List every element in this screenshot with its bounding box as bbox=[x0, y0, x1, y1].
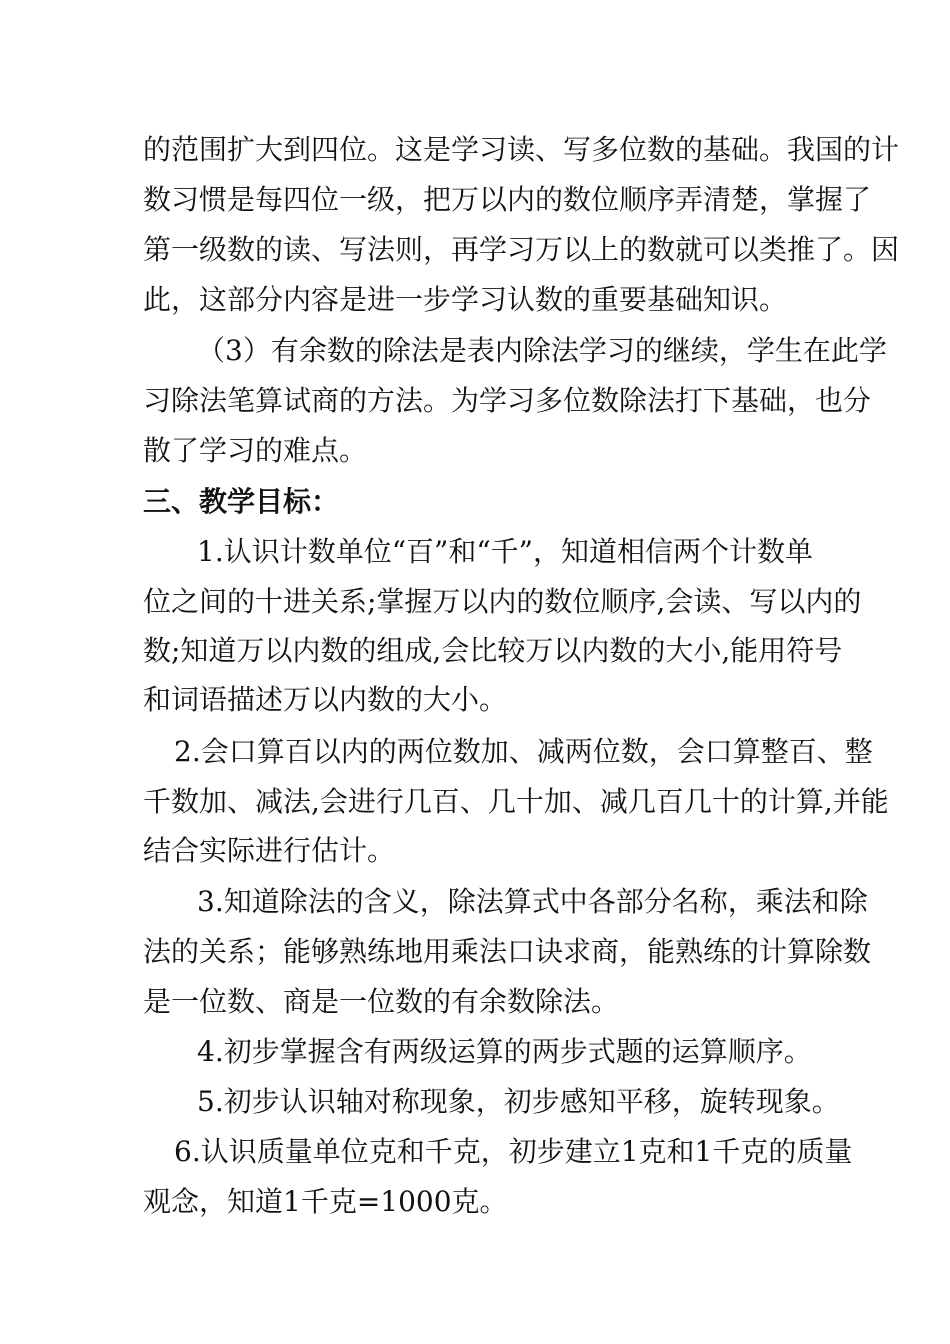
goal-line: 1.认识计数单位“百”和“千”，知道相信两个计数单 bbox=[197, 535, 813, 568]
goal-line: 5.初步认识轴对称现象，初步感知平移，旋转现象。 bbox=[197, 1085, 840, 1118]
goal-line: 和词语描述万以内数的大小。 bbox=[143, 683, 508, 716]
goal-line: 2.会口算百以内的两位数加、减两位数，会口算整百、整 bbox=[174, 735, 873, 768]
goal-line: 千数加、减法,会进行几百、几十加、减几百几十的计算,并能 bbox=[143, 785, 889, 818]
goal-line: 3.知道除法的含义，除法算式中各部分名称，乘法和除 bbox=[197, 885, 868, 918]
goal-line: 数;知道万以内数的组成,会比较万以内数的大小,能用符号 bbox=[143, 634, 843, 667]
paragraph-line: 第一级数的读、写法则，再学习万以上的数就可以类推了。因 bbox=[143, 233, 900, 266]
goal-line: 位之间的十进关系;掌握万以内的数位顺序,会读、写以内的 bbox=[143, 585, 862, 618]
section-heading: 三、教学目标： bbox=[143, 485, 340, 518]
goal-line: 6.认识质量单位克和千克，初步建立1克和1千克的质量 bbox=[174, 1135, 853, 1168]
paragraph-line: （3）有余数的除法是表内除法学习的继续，学生在此学 bbox=[197, 334, 887, 367]
paragraph-line: 的范围扩大到四位。这是学习读、写多位数的基础。我国的计 bbox=[143, 133, 900, 166]
goal-line: 4.初步掌握含有两级运算的两步式题的运算顺序。 bbox=[197, 1035, 812, 1068]
paragraph-line: 数习惯是每四位一级，把万以内的数位顺序弄清楚，掌握了 bbox=[143, 183, 872, 216]
goal-line: 是一位数、商是一位数的有余数除法。 bbox=[143, 985, 620, 1018]
paragraph-line: 散了学习的难点。 bbox=[143, 434, 368, 467]
goal-line: 结合实际进行估计。 bbox=[143, 834, 396, 867]
paragraph-line: 习除法笔算试商的方法。为学习多位数除法打下基础，也分 bbox=[143, 384, 872, 417]
goal-line: 法的关系；能够熟练地用乘法口诀求商，能熟练的计算除数 bbox=[143, 935, 872, 968]
goal-line: 观念，知道1千克=1000克。 bbox=[143, 1185, 508, 1218]
paragraph-line: 此，这部分内容是进一步学习认数的重要基础知识。 bbox=[143, 283, 788, 316]
